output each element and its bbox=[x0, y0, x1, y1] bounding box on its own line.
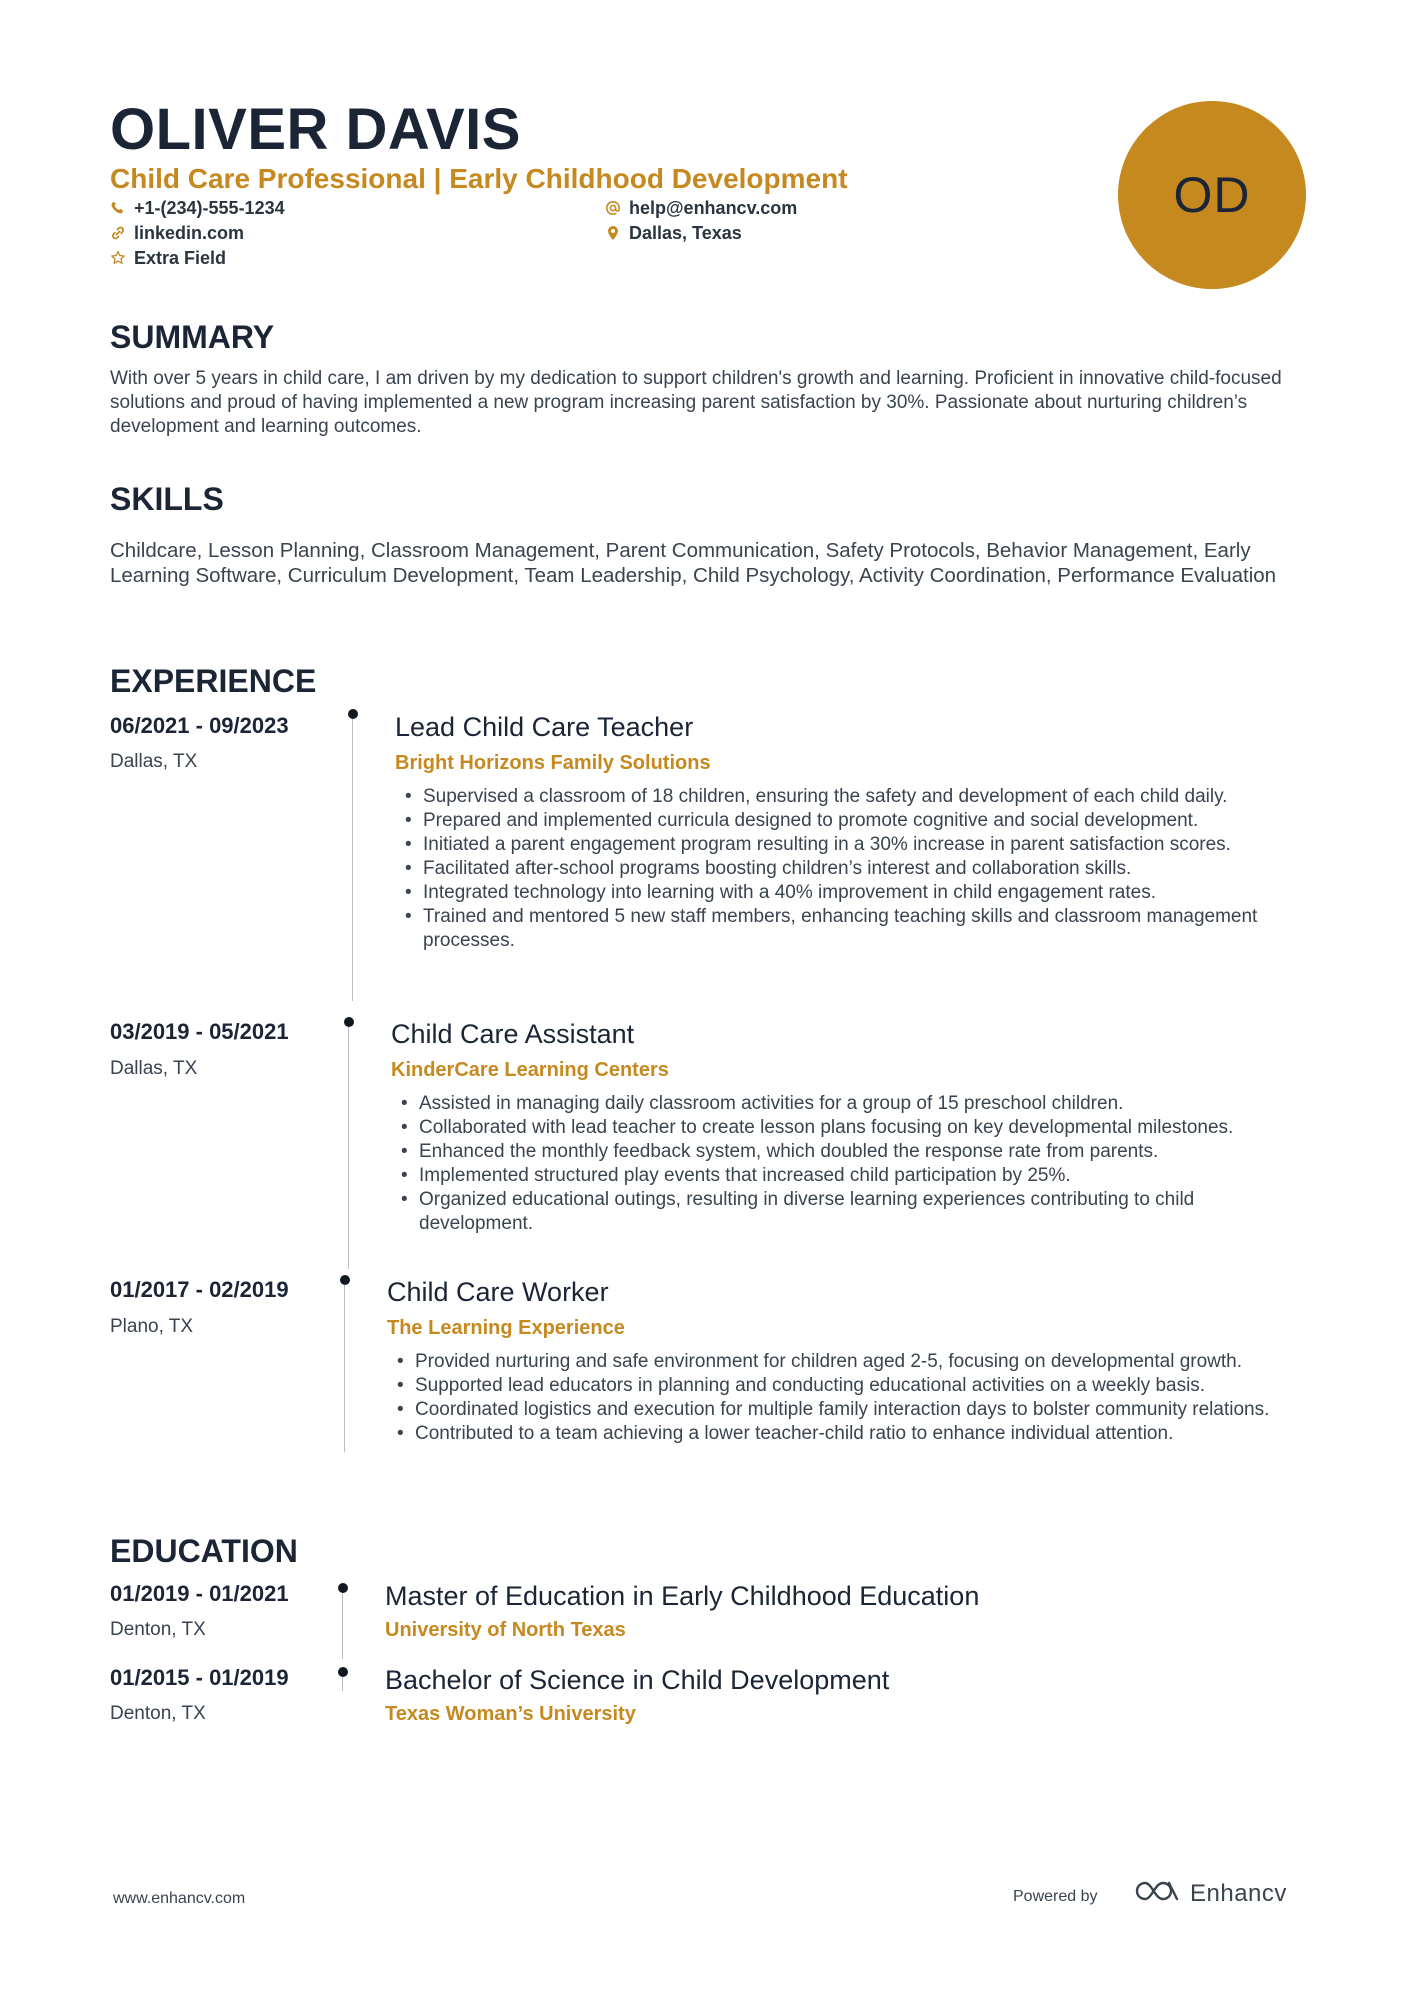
entry-bullets bbox=[397, 785, 1297, 953]
timeline-dot bbox=[348, 709, 358, 719]
entry-location: Dallas, TX bbox=[110, 1058, 198, 1079]
entry-location: Dallas, TX bbox=[110, 751, 198, 772]
footer-brand-name: Enhancv bbox=[1190, 1879, 1287, 1907]
entry-dates: 06/2021 - 09/2023 bbox=[110, 713, 289, 738]
timeline-line bbox=[348, 1027, 349, 1269]
footer-website[interactable]: www.enhancv.com bbox=[113, 1890, 246, 1907]
candidate-name: OLIVER DAVIS bbox=[110, 97, 521, 162]
link-icon bbox=[110, 225, 126, 241]
contact-linkedin[interactable] bbox=[110, 221, 244, 245]
entry-company: KinderCare Learning Centers bbox=[391, 1059, 669, 1081]
skills-heading: SKILLS bbox=[110, 481, 224, 517]
contact-email[interactable] bbox=[605, 196, 797, 220]
entry-role: Child Care Worker bbox=[387, 1277, 609, 1307]
enhancv-logo-icon bbox=[1134, 1878, 1180, 1909]
entry-degree: Master of Education in Early Childhood Education bbox=[385, 1581, 980, 1611]
timeline-line bbox=[352, 719, 353, 1001]
location-pin-icon bbox=[605, 225, 621, 241]
bullet-item: • Contributed to a team achieving a lower teacher-child ratio to enhance individual attention. bbox=[389, 1422, 1301, 1446]
timeline-line bbox=[344, 1285, 345, 1452]
location-text: Dallas, Texas bbox=[629, 223, 742, 243]
bullet-item: • Coordinated logistics and execution for multiple family interaction days to bolster community relations. bbox=[389, 1398, 1301, 1422]
bullet-item: • Supervised a classroom of 18 children, ensuring the safety and development of each child daily. bbox=[397, 785, 1297, 809]
timeline-line bbox=[342, 1677, 343, 1691]
candidate-headline: Child Care Professional | Early Childhood Development bbox=[110, 163, 848, 194]
entry-location: Plano, TX bbox=[110, 1316, 194, 1337]
entry-company: Bright Horizons Family Solutions bbox=[395, 752, 711, 774]
at-icon bbox=[605, 200, 621, 216]
entry-role: Child Care Assistant bbox=[391, 1019, 635, 1049]
entry-dates: 01/2017 - 02/2019 bbox=[110, 1277, 289, 1302]
phone-icon bbox=[110, 200, 126, 216]
experience-heading: EXPERIENCE bbox=[110, 663, 317, 699]
entry-dates: 01/2019 - 01/2021 bbox=[110, 1581, 289, 1606]
footer-brand-logo[interactable] bbox=[1134, 1878, 1287, 1909]
bullet-item: • Enhanced the monthly feedback system, which doubled the response rate from parents. bbox=[393, 1140, 1293, 1164]
contact-phone bbox=[110, 196, 285, 220]
summary-text: With over 5 years in child care, I am driven by my dedication to support children's growth and learning. Proficient in innovative child-focused solutions and proud of having implemented a new program increasing parent satisfaction by 30%. Passionate about nurturing children’s development and learning outcomes. bbox=[110, 368, 1282, 437]
entry-dates: 03/2019 - 05/2021 bbox=[110, 1019, 289, 1044]
bullet-item: • Facilitated after-school programs boosting children’s interest and collaboration skills. bbox=[397, 857, 1297, 881]
email-text[interactable]: help@enhancv.com bbox=[629, 198, 798, 218]
avatar-initials: OD bbox=[1173, 167, 1251, 223]
contact-location bbox=[605, 221, 742, 245]
footer-powered-by: Powered by bbox=[1013, 1888, 1098, 1905]
phone-text: +1-(234)-555-1234 bbox=[134, 198, 285, 218]
bullet-item: • Organized educational outings, resulting in diverse learning experiences contributing to child development. bbox=[393, 1188, 1293, 1236]
star-icon bbox=[110, 250, 126, 266]
entry-location: Denton, TX bbox=[110, 1619, 206, 1640]
bullet-item: • Supported lead educators in planning and conducting educational activities on a weekly basis. bbox=[389, 1374, 1301, 1398]
entry-role: Lead Child Care Teacher bbox=[395, 712, 694, 742]
bullet-item: • Trained and mentored 5 new staff members, enhancing teaching skills and classroom management processes. bbox=[397, 905, 1297, 953]
bullet-item: • Provided nurturing and safe environment for children aged 2-5, focusing on developmental growth. bbox=[389, 1350, 1301, 1374]
education-heading: EDUCATION bbox=[110, 1533, 298, 1569]
entry-bullets bbox=[393, 1092, 1293, 1236]
entry-bullets bbox=[389, 1350, 1301, 1446]
entry-school: University of North Texas bbox=[385, 1619, 626, 1641]
bullet-item: • Prepared and implemented curricula designed to promote cognitive and social development. bbox=[397, 809, 1297, 833]
linkedin-text[interactable]: linkedin.com bbox=[134, 223, 245, 243]
entry-degree: Bachelor of Science in Child Development bbox=[385, 1665, 890, 1695]
contact-extra bbox=[110, 246, 226, 270]
summary-heading: SUMMARY bbox=[110, 319, 275, 355]
entry-company: The Learning Experience bbox=[387, 1317, 625, 1339]
bullet-item: • Integrated technology into learning with a 40% improvement in child engagement rates. bbox=[397, 881, 1297, 905]
timeline-dot bbox=[340, 1275, 350, 1285]
entry-school: Texas Woman’s University bbox=[385, 1703, 636, 1725]
bullet-item: • Collaborated with lead teacher to create lesson plans focusing on key developmental milestones. bbox=[393, 1116, 1293, 1140]
skills-text: Childcare, Lesson Planning, Classroom Management, Parent Communication, Safety Protocols, Behavior Management, Early Learning Software, Curriculum Development, Team Leadership, Child Psychology, Activity Coordination, Performance Evaluation bbox=[110, 539, 1277, 587]
timeline-dot bbox=[338, 1667, 348, 1677]
timeline-line bbox=[342, 1593, 343, 1659]
avatar bbox=[1118, 101, 1306, 289]
entry-location: Denton, TX bbox=[110, 1703, 206, 1724]
bullet-item: • Implemented structured play events that increased child participation by 25%. bbox=[393, 1164, 1293, 1188]
extra-field-text: Extra Field bbox=[134, 248, 227, 268]
timeline-dot bbox=[338, 1583, 348, 1593]
bullet-item: • Assisted in managing daily classroom activities for a group of 15 preschool children. bbox=[393, 1092, 1293, 1116]
entry-dates: 01/2015 - 01/2019 bbox=[110, 1665, 289, 1690]
bullet-item: • Initiated a parent engagement program resulting in a 30% increase in parent satisfaction scores. bbox=[397, 833, 1297, 857]
timeline-dot bbox=[344, 1017, 354, 1027]
